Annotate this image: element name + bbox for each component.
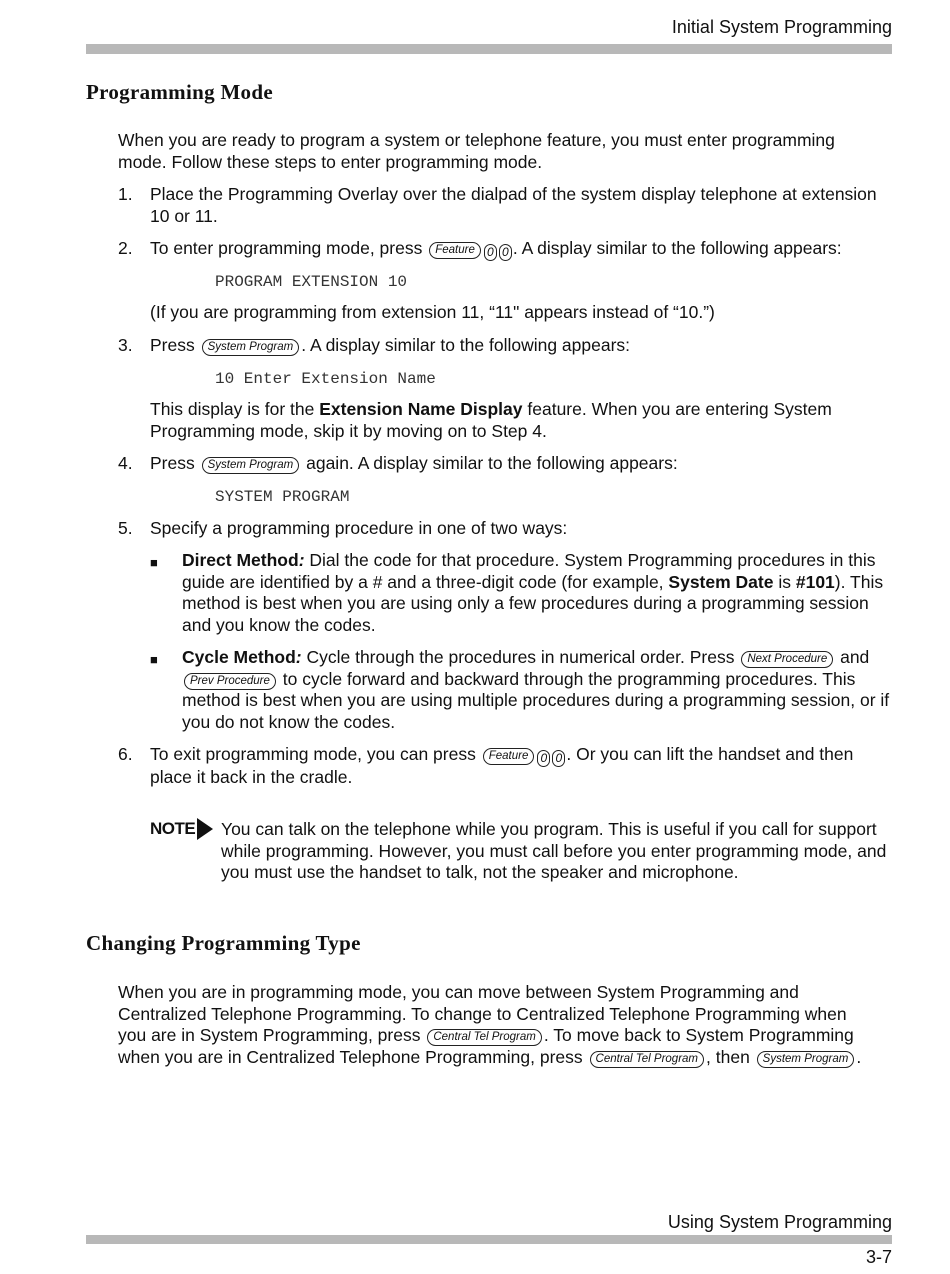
note-text: You can talk on the telephone while you program. This is useful if you call for support while programming. However, you must call before you enter programming mode, and you must use the handset to talk, not the speaker and microphone. bbox=[221, 819, 887, 882]
zero-key-button: 0 bbox=[499, 244, 512, 261]
bullet-icon: ■ bbox=[150, 555, 158, 570]
feature-key-button: Feature bbox=[483, 748, 535, 765]
running-header: Initial System Programming bbox=[671, 17, 892, 37]
step-1-text: Place the Programming Overlay over the dialpad of the system display telephone at extension 10 or 11. bbox=[150, 184, 877, 226]
display-readout: SYSTEM PROGRAM bbox=[215, 488, 350, 506]
step-2-note: (If you are programming from extension 11, “11" appears instead of “10.”) bbox=[150, 302, 715, 322]
cycle-method-item: Cycle Method: Cycle through the procedures in numerical order. Press Next Procedure and Prev Procedure to cycle forward and backward through the programming procedures. This method is best when you are using multiple procedures during a programming session, or if you do not know the codes. bbox=[182, 647, 890, 732]
central-tel-program-key-button: Central Tel Program bbox=[427, 1029, 541, 1046]
feature-key-button: Feature bbox=[429, 242, 481, 259]
step-2-text: To enter programming mode, press Feature 0 0 . A display similar to the following appears: bbox=[150, 238, 842, 259]
step-3-text: Press System Program . A display similar to the following appears: bbox=[150, 335, 631, 355]
step-number: 4. bbox=[118, 453, 133, 473]
page-number: 3-7 bbox=[865, 1247, 892, 1267]
step-6-text: To exit programming mode, you can press Feature 0 0 . Or you can lift the handset and then place it back in the cradle. bbox=[150, 744, 854, 787]
prev-procedure-key-button: Prev Procedure bbox=[184, 673, 276, 690]
zero-key-button: 0 bbox=[552, 750, 565, 767]
step-5-text: Specify a programming procedure in one of two ways: bbox=[150, 518, 568, 538]
bullet-icon: ■ bbox=[150, 652, 158, 667]
intro-paragraph: When you are ready to program a system or telephone feature, you must enter programming mode. Follow these steps to enter programming mode. bbox=[118, 130, 835, 172]
next-procedure-key-button: Next Procedure bbox=[741, 651, 833, 668]
direct-method-item: Direct Method: Dial the code for that procedure. System Programming procedures in this guide are identified by a # and a three-digit code (for example, System Date is #101). This method is best when you are using only a few procedures during a programming session and you know the codes. bbox=[182, 550, 884, 635]
running-footer: Using System Programming bbox=[667, 1212, 892, 1232]
zero-key-button: 0 bbox=[484, 244, 497, 261]
system-program-key-button: System Program bbox=[202, 339, 300, 356]
step-3-description: This display is for the Extension Name Display feature. When you are entering System Programming mode, skip it by moving on to Step 4. bbox=[150, 399, 832, 441]
step-number: 6. bbox=[118, 744, 133, 764]
central-tel-program-key-button: Central Tel Program bbox=[590, 1051, 704, 1068]
changing-type-paragraph: When you are in programming mode, you can move between System Programming and Centralized Telephone Programming. To change to Centralized Telephone Programming when you are in System Programming, press Central Tel Program . To move back to System Programming when you are in Centralized Telephone Programming, press Central Tel Program , then System Program . bbox=[118, 982, 862, 1067]
header-rule bbox=[86, 44, 892, 54]
step-4-text: Press System Program again. A display similar to the following appears: bbox=[150, 453, 678, 473]
zero-key-button: 0 bbox=[537, 750, 550, 767]
display-readout: 10 Enter Extension Name bbox=[215, 370, 436, 388]
step-number: 3. bbox=[118, 335, 133, 355]
step-number: 2. bbox=[118, 238, 133, 258]
system-program-key-button: System Program bbox=[202, 457, 300, 474]
step-number: 5. bbox=[118, 518, 133, 538]
section-heading-changing-programming-type: Changing Programming Type bbox=[86, 931, 361, 955]
note-icon: NOTE bbox=[150, 818, 213, 840]
step-number: 1. bbox=[118, 184, 133, 204]
footer-rule bbox=[86, 1235, 892, 1244]
display-readout: PROGRAM EXTENSION 10 bbox=[215, 273, 408, 291]
section-heading-programming-mode: Programming Mode bbox=[86, 80, 273, 104]
system-program-key-button: System Program bbox=[757, 1051, 855, 1068]
